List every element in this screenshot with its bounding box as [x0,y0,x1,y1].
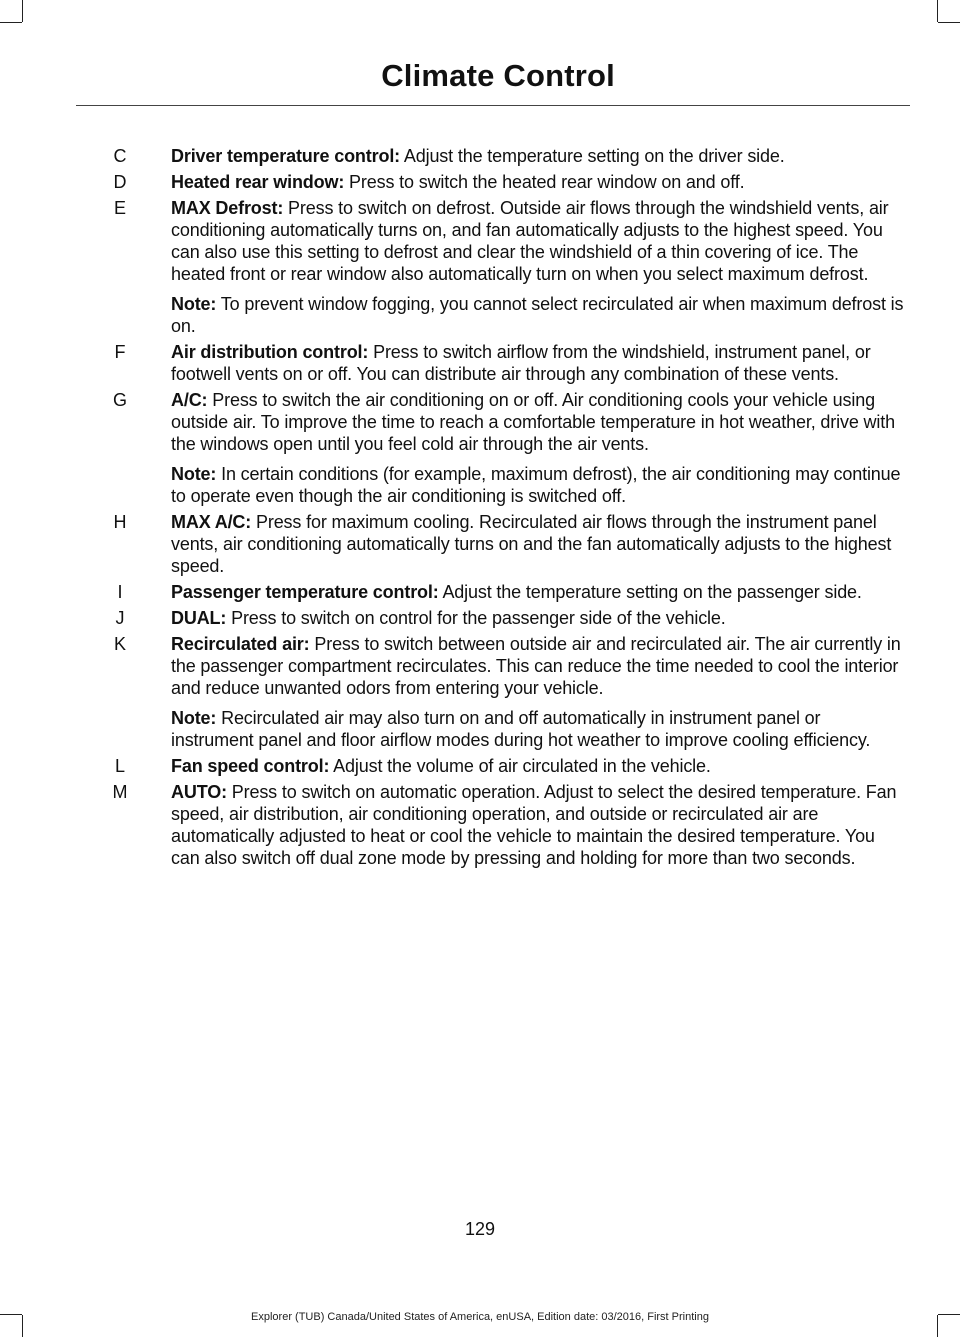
item-description [171,633,904,699]
item-term: Driver temperature control: [171,146,401,166]
item-letter: H [113,512,127,532]
item-term: Recirculated air: [171,634,310,654]
list-item-c [0,145,960,167]
note-text: In certain conditions (for example, maximum defrost), the air conditioning may continue to operate even though the air conditioning is switched off. [171,464,901,506]
list-item-e [0,197,960,337]
item-term: A/C: [171,390,208,410]
item-text: Press to switch on defrost. Outside air flows through the windshield vents, air conditioning automatically turns on, and fan automatically adjusts to the highest speed. You can also use this setting to defrost and clear the windshield of a thin covering of ice. The heated front or rear window also automatically turn on when you select maximum defrost. [171,198,889,284]
item-letter: K [113,634,126,654]
crop-mark-top-left-horizontal [0,22,22,23]
list-item-h [0,511,960,577]
item-letter: L [114,756,125,776]
note-label: Note: [171,708,217,728]
crop-mark-top-right-horizontal [938,22,960,23]
item-description [171,581,904,603]
note-text: Recirculated air may also turn on and off automatically in instrument panel or instrument panel and floor airflow modes during hot weather to improve cooling efficiency. [171,708,871,750]
item-text: Adjust the temperature setting on the driver side. [400,146,785,166]
control-list [0,145,960,873]
page-number: 129 [464,1219,496,1239]
item-description [171,341,904,385]
list-item-j [0,607,960,629]
item-description [171,389,904,455]
list-item-k [0,633,960,751]
item-letter: D [113,172,127,192]
item-letter: M [112,782,128,802]
item-letter: I [117,582,123,602]
page-title: Climate Control [381,58,615,93]
crop-mark-top-left-vertical [22,0,23,22]
item-term: MAX A/C: [171,512,252,532]
list-item-d [0,171,960,193]
item-term: MAX Defrost: [171,198,284,218]
list-item-m [0,781,960,869]
item-text: Press to switch on automatic operation. Adjust to select the desired temperature. Fan speed, air distribution, air conditioning operation, and outside or recirculated air are automatically adjusted to heat or cool the vehicle to maintain the desired temperature. You can also switch off dual zone mode by pressing and holding for more than two seconds. [171,782,897,868]
note-label: Note: [171,294,217,314]
item-description [171,145,904,167]
list-item-l [0,755,960,777]
item-term: Air distribution control: [171,342,369,362]
item-letter: F [114,342,126,362]
crop-mark-top-right-vertical [937,0,938,22]
item-text: Adjust the temperature setting on the passenger side. [438,582,862,602]
item-description [171,781,904,869]
item-description [171,511,904,577]
item-text: Press to switch between outside air and recirculated air. The air currently in the passenger compartment recirculates. This can reduce the time needed to cool the interior and reduce unwanted odors from entering your vehicle. [171,634,901,698]
item-description [171,607,904,629]
item-text: Press to switch on control for the passenger side of the vehicle. [226,608,726,628]
item-text: Press to switch the air conditioning on or off. Air conditioning cools your vehicle using outside air. To improve the time to reach a comfortable temperature in hot weather, drive with the windows open until you feel cold air through the air vents. [171,390,895,454]
item-description [171,755,904,777]
item-description [171,171,904,193]
item-term: Fan speed control: [171,756,330,776]
item-letter: C [113,146,127,166]
list-item-g [0,389,960,507]
note-label: Note: [171,464,217,484]
item-text: Press to switch airflow from the windshield, instrument panel, or footwell vents on or off. You can distribute air through any combination of these vents. [171,342,871,384]
item-term: DUAL: [171,608,227,628]
item-description [171,197,904,285]
item-term: Heated rear window: [171,172,345,192]
footer-edition-info: Explorer (TUB) Canada/United States of America, enUSA, Edition date: 03/2016, First Printing [251,1311,709,1323]
list-item-i [0,581,960,603]
item-letter: G [112,390,127,410]
item-term: Passenger temperature control: [171,582,439,602]
item-term: AUTO: [171,782,227,802]
item-note [171,707,904,751]
item-note [171,293,904,337]
item-text: Adjust the volume of air circulated in the vehicle. [329,756,711,776]
item-letter: J [115,608,125,628]
note-text: To prevent window fogging, you cannot select recirculated air when maximum defrost is on. [171,294,904,336]
item-letter: E [113,198,126,218]
header-divider [76,105,910,106]
item-text: Press for maximum cooling. Recirculated air flows through the instrument panel vents, air conditioning automatically turns on and the fan automatically adjusts to the highest speed. [171,512,892,576]
list-item-f [0,341,960,385]
item-text: Press to switch the heated rear window on and off. [344,172,745,192]
item-note [171,463,904,507]
